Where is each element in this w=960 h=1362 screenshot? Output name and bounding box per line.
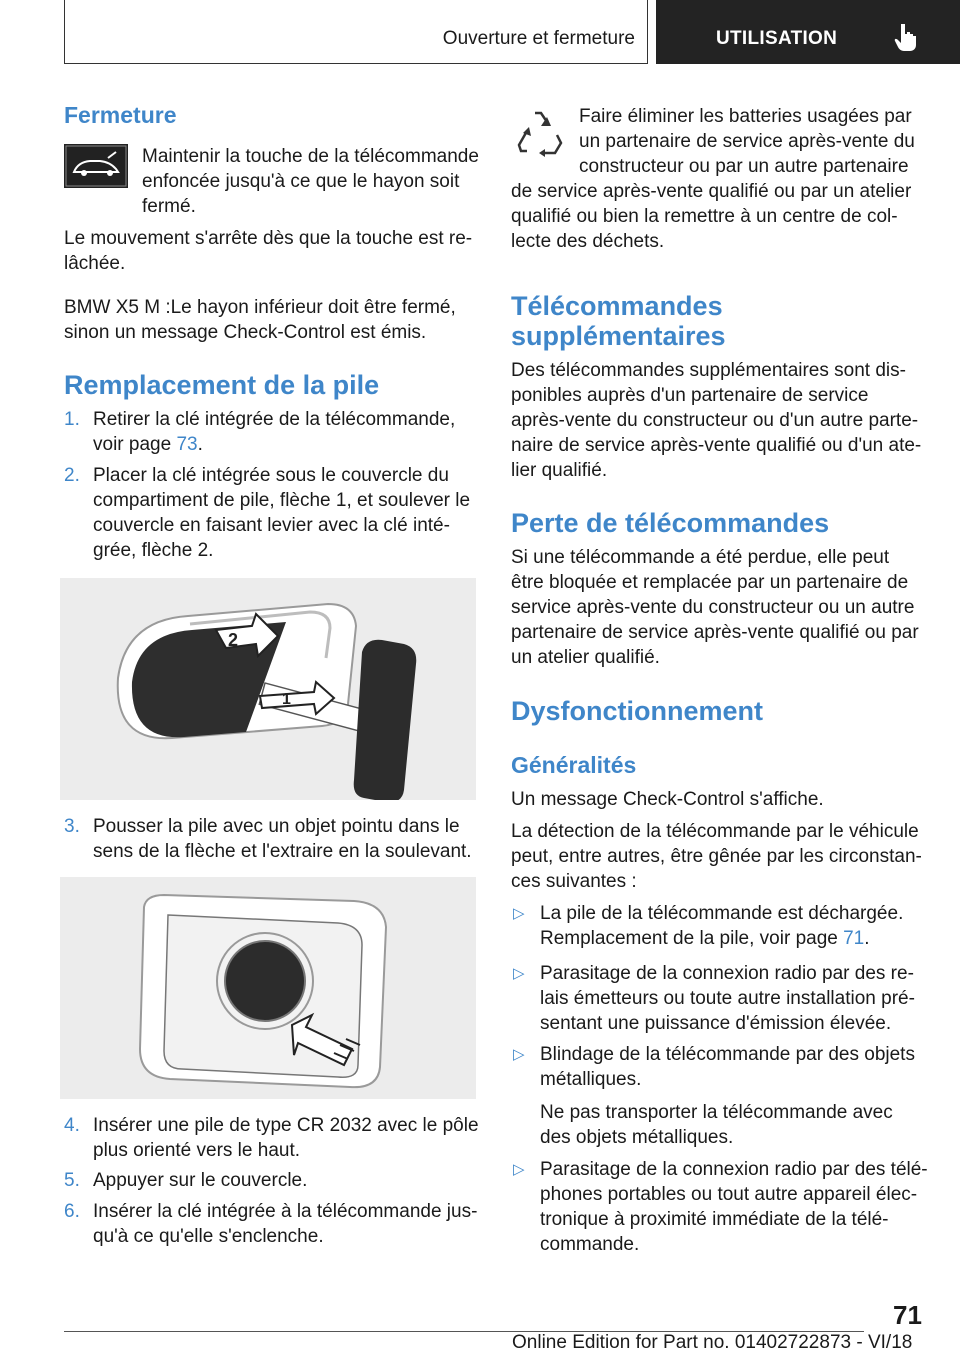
step-text: Retirer la clé intégrée de la télécommande, voir page (93, 409, 456, 455)
step-3 (64, 814, 479, 864)
header-section-title: Ouverture et fermeture (442, 28, 635, 49)
step-6 (64, 1199, 485, 1249)
fermeture-text: Maintenir la touche de la télécommande enfoncée jusqu'à ce que le hayon soit fermé. (142, 146, 479, 217)
key-removal-illustration (60, 578, 476, 800)
bullet-2 (511, 961, 928, 1036)
step-5 (64, 1168, 485, 1193)
step-number: 4. (64, 1115, 80, 1136)
bullet-1 (511, 901, 928, 951)
arrow-label-2: 2 (228, 630, 239, 650)
generalites-text-1: Un message Check-Control s'affiche. (511, 789, 824, 810)
step-number: 1. (64, 409, 80, 430)
generalites-heading: Généralités (511, 752, 637, 778)
page-number: 71 (893, 1300, 922, 1330)
dys-heading: Dysfonctionnement (511, 696, 764, 726)
triangle-bullet-icon: ▷ (513, 1046, 525, 1063)
step-number: 2. (64, 465, 80, 486)
figure-key-removal (60, 578, 476, 800)
bullet-3 (511, 1042, 928, 1150)
header-chapter-box (656, 0, 960, 64)
step-number: 5. (64, 1170, 80, 1191)
step-text: Insérer la clé intégrée à la télécommande jus-qu'à ce qu'elle s'enclenche. (93, 1201, 478, 1247)
fermeture-heading: Fermeture (64, 102, 177, 128)
supp-heading: Télécommandes supplémentaires (511, 291, 726, 351)
bullet-text: La pile de la télécommande est déchargée. Remplacement de la pile, voir page (540, 903, 904, 949)
bullet-text: Parasitage de la connexion radio par des télé-phones portables ou tout autre appareil élec-tronique à proximité immédiate de la télé-commande. (540, 1159, 928, 1255)
step-text: Pousser la pile avec un objet pointu dans le sens de la flèche et l'extraire en la soulevant. (93, 816, 472, 862)
online-edition-text: Online Edition for Part no. 01402722873 - VI/18 (512, 1332, 913, 1353)
header-section-box (64, 0, 648, 64)
step-punct: . (197, 434, 203, 455)
bmw-x5m-text: BMW X5 M :Le hayon inférieur doit être fermé, sinon un message Check-Control est émis. (64, 297, 456, 343)
bullet-text: Parasitage de la connexion radio par des re-lais émetteurs ou toute autre installation pré-sentant une puissance d'émission élevée. (540, 963, 915, 1034)
recycle-text-rest: de service après-vente qualifié ou par un atelier qualifié ou bien la remettre à un centre de col-lecte des déchets. (511, 181, 912, 252)
perte-heading: Perte de télécommandes (511, 508, 830, 538)
triangle-bullet-icon: ▷ (513, 1161, 525, 1178)
page-link[interactable]: 71 (843, 928, 865, 949)
figure-battery-removal (60, 877, 476, 1099)
pile-heading: Remplacement de la pile (64, 370, 380, 400)
battery-removal-illustration (60, 877, 476, 1099)
bullet-punct: . (864, 928, 870, 949)
step-text: Insérer une pile de type CR 2032 avec le pôle plus orienté vers le haut. (93, 1115, 479, 1161)
generalites-text-2: La détection de la télécommande par le véhicule peut, entre autres, être gênée par les circonstan-ces suivantes : (511, 821, 922, 892)
header-chapter-title: UTILISATION (716, 28, 838, 49)
recycle-text-line-3: constructeur ou par un autre partenaire (579, 156, 909, 177)
supp-text: Des télécommandes supplémentaires sont dis-ponibles auprès d'un partenaire de service après-vente du constructeur ou d'un autre parte-naire de service après-vente qualifié ou d'un ate-lier qualifié. (511, 360, 922, 481)
step-number: 6. (64, 1201, 80, 1222)
step-text: Placer la clé intégrée sous le couvercle du compartiment de pile, flèche 1, et soulever le couvercle en faisant levier avec la clé inté-grée, flèche 2. (93, 465, 471, 561)
step-number: 3. (64, 816, 80, 837)
recycle-text-line-2: un partenaire de service après-vente du (579, 131, 915, 152)
recycle-text-lines (579, 104, 929, 179)
step-text: Appuyer sur le couvercle. (93, 1170, 308, 1191)
step-4 (64, 1113, 485, 1163)
recycle-icon (513, 107, 569, 163)
step-1 (64, 407, 479, 457)
perte-text: Si une télécommande a été perdue, elle peut être bloquée et remplacée par un partenaire de service après-vente du constructeur ou un autre partenaire de service après-vente qualifié ou par un atelier qualifié. (511, 547, 919, 668)
recycle-text-line-1: Faire éliminer les batteries usagées par (579, 106, 912, 127)
triangle-bullet-icon: ▷ (513, 965, 525, 982)
fermeture-text-wrap (142, 144, 482, 219)
page-link[interactable]: 73 (176, 434, 198, 455)
car-tailgate-icon (64, 144, 128, 188)
hand-pointer-icon (894, 22, 920, 52)
bullet-extra-text: Ne pas transporter la télécommande avec des objets métalliques. (540, 1102, 893, 1148)
triangle-bullet-icon: ▷ (513, 905, 525, 922)
bullet-4 (511, 1157, 936, 1257)
bullet-text: Blindage de la télécommande par des objets métalliques. (540, 1044, 915, 1090)
mouvement-text: Le mouvement s'arrête dès que la touche est re-lâchée. (64, 228, 473, 274)
arrow-label-1: 1 (282, 691, 291, 708)
step-2 (64, 463, 479, 563)
